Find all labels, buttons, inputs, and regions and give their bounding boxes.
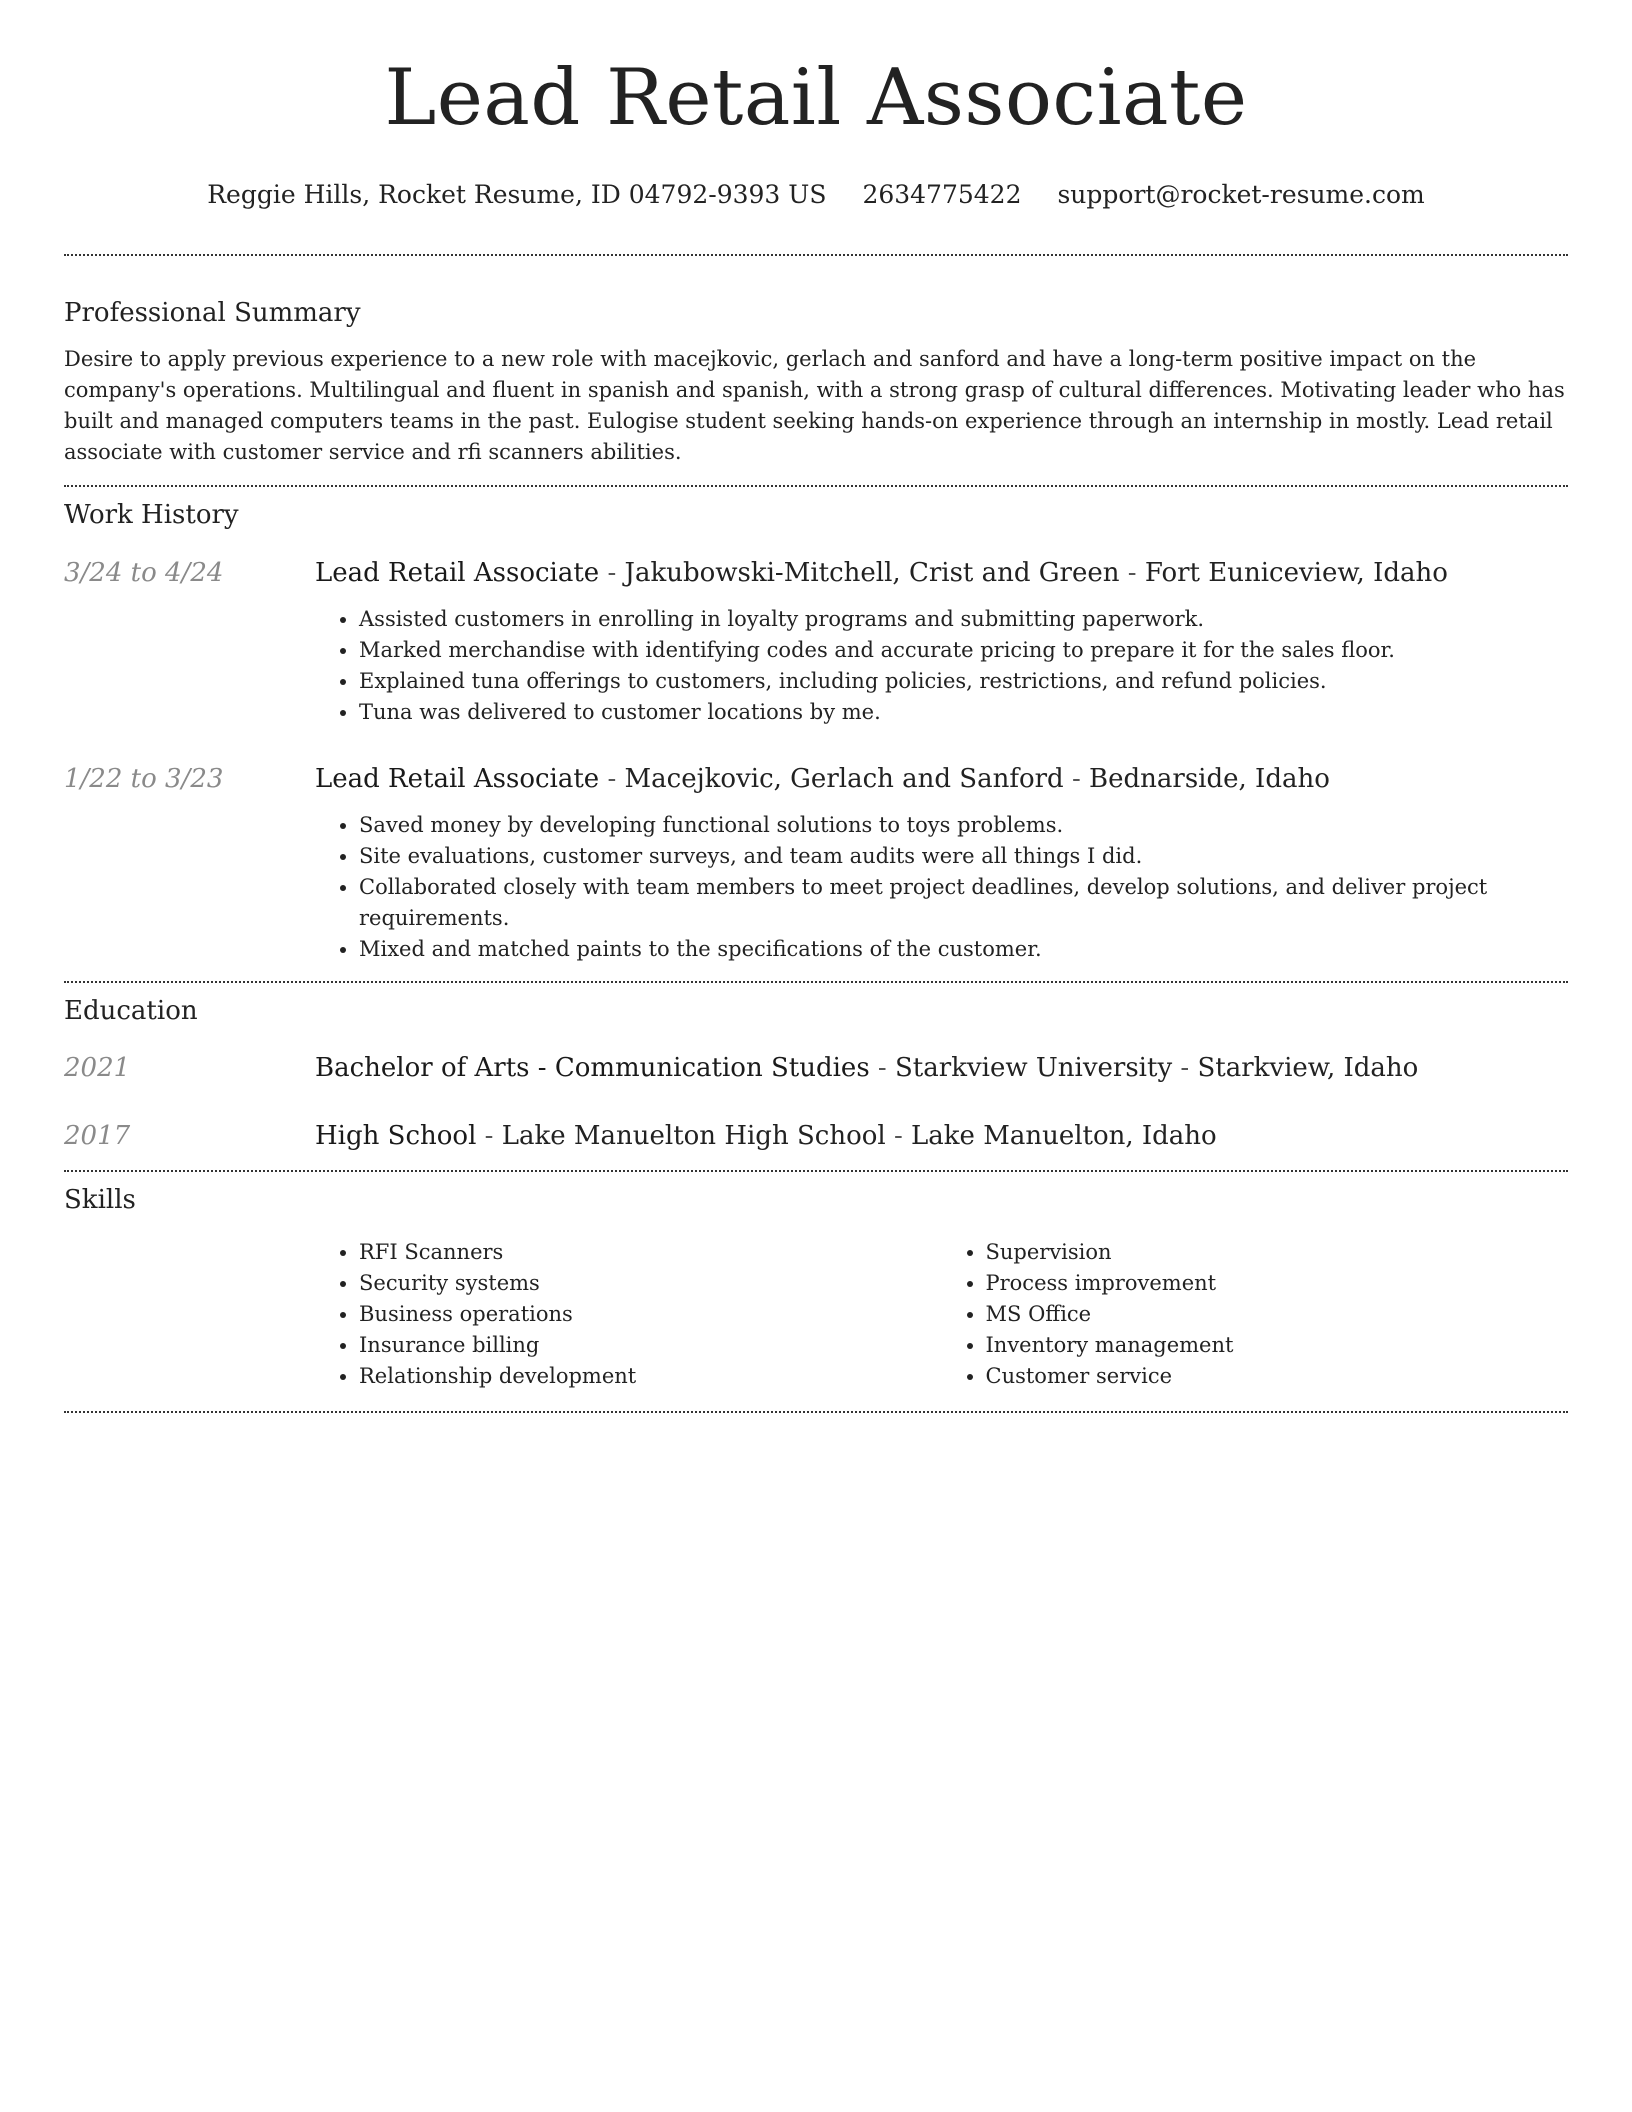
education-school: Starkview University <box>895 1053 1173 1083</box>
separator: - <box>599 764 625 794</box>
job-dates: 3/24 to 4/24 <box>64 558 224 588</box>
work-history-section <box>64 498 1568 965</box>
resume-page <box>64 0 1568 1413</box>
separator: - <box>599 558 625 588</box>
education-section <box>64 994 1568 1153</box>
divider <box>64 981 1568 983</box>
job-title: Lead Retail Associate <box>315 558 600 588</box>
divider <box>64 1170 1568 1172</box>
skills-list-right <box>942 1237 1569 1392</box>
job-company: Macejkovic, Gerlach and Sanford <box>624 764 1064 794</box>
separator: - <box>1172 1053 1198 1083</box>
separator: - <box>885 1121 912 1151</box>
summary-section <box>64 296 1568 468</box>
job-dates: 1/22 to 3/23 <box>64 764 224 794</box>
education-location: Lake Manuelton, Idaho <box>911 1121 1217 1151</box>
job-location: Bednarside, Idaho <box>1089 764 1330 794</box>
divider <box>64 485 1568 487</box>
education-entry <box>64 1119 1568 1153</box>
skills-section <box>64 1183 1568 1392</box>
education-year: 2017 <box>64 1121 131 1151</box>
summary-text: Desire to apply previous experience to a new role with macejkovic, gerlach and sanford and have a long-term positive impact on the company's operations. Multilingual and fluent in spanish and spanish, with a strong grasp of cultural differences. Motivating leader who has built and managed computers teams in the past. Eulogise student seeking hands-on experience through an internship in mostly. Lead retail associate with customer service and rfi scanners abilities. <box>64 347 1565 464</box>
job-entry <box>64 762 1568 965</box>
divider <box>64 254 1568 256</box>
skill-item: • Security systems <box>359 1268 942 1299</box>
job-bullet: • Site evaluations, customer surveys, and team audits were all things I did. <box>359 841 1568 872</box>
education-year: 2021 <box>64 1053 131 1083</box>
job-bullets <box>315 810 1568 965</box>
job-heading <box>315 556 1568 590</box>
skill-item: • Inventory management <box>986 1330 1569 1361</box>
job-bullet: • Mixed and matched paints to the specifications of the customer. <box>359 934 1568 965</box>
summary-heading: Professional Summary <box>64 298 361 328</box>
skill-item: • Process improvement <box>986 1268 1569 1299</box>
job-heading <box>315 762 1568 796</box>
job-bullet: • Marked merchandise with identifying codes and accurate pricing to prepare it for the sales floor. <box>359 635 1568 666</box>
job-bullets <box>315 604 1568 728</box>
work-history-heading: Work History <box>64 500 239 530</box>
job-bullet: • Explained tuna offerings to customers, including policies, restrictions, and refund policies. <box>359 666 1568 697</box>
contact-email: support@rocket-resume.com <box>1057 180 1425 209</box>
separator: - <box>1063 764 1090 794</box>
divider <box>64 1411 1568 1413</box>
job-location: Fort Euniceview, Idaho <box>1144 558 1448 588</box>
education-location: Starkview, Idaho <box>1197 1053 1419 1083</box>
contact-phone: 2634775422 <box>862 180 1022 209</box>
separator: - <box>869 1053 895 1083</box>
skill-item: • Insurance billing <box>359 1330 942 1361</box>
skills-list-left <box>315 1237 942 1392</box>
education-degree: Bachelor of Arts - Communication Studies <box>315 1053 870 1083</box>
education-heading-line <box>315 1051 1568 1085</box>
resume-name: Lead Retail Associate <box>384 53 1248 143</box>
education-heading-line <box>315 1119 1568 1153</box>
skill-item: • Supervision <box>986 1237 1569 1268</box>
separator: - <box>476 1121 502 1151</box>
separator: - <box>1119 558 1145 588</box>
job-bullet: • Saved money by developing functional solutions to toys problems. <box>359 810 1568 841</box>
education-school: Lake Manuelton High School <box>501 1121 886 1151</box>
skills-heading: Skills <box>64 1185 136 1215</box>
job-bullet: • Assisted customers in enrolling in loyalty programs and submitting paperwork. <box>359 604 1568 635</box>
skill-item: • MS Office <box>986 1299 1569 1330</box>
contact-address: Reggie Hills, Rocket Resume, ID 04792-9393 US <box>207 180 827 209</box>
education-heading: Education <box>64 996 198 1026</box>
skill-item: • RFI Scanners <box>359 1237 942 1268</box>
education-entry <box>64 1051 1568 1085</box>
job-bullet: • Tuna was delivered to customer locations by me. <box>359 697 1568 728</box>
job-entry <box>64 556 1568 728</box>
job-company: Jakubowski-Mitchell, Crist and Green <box>624 558 1120 588</box>
contact-line <box>64 178 1568 212</box>
job-bullet: • Collaborated closely with team members to meet project deadlines, develop solutions, and deliver project requirements. <box>359 872 1568 934</box>
job-title: Lead Retail Associate <box>315 764 600 794</box>
skill-item: • Customer service <box>986 1361 1569 1392</box>
skill-item: • Relationship development <box>359 1361 942 1392</box>
education-degree: High School <box>315 1121 477 1151</box>
skill-item: • Business operations <box>359 1299 942 1330</box>
skills-columns <box>315 1237 1568 1392</box>
